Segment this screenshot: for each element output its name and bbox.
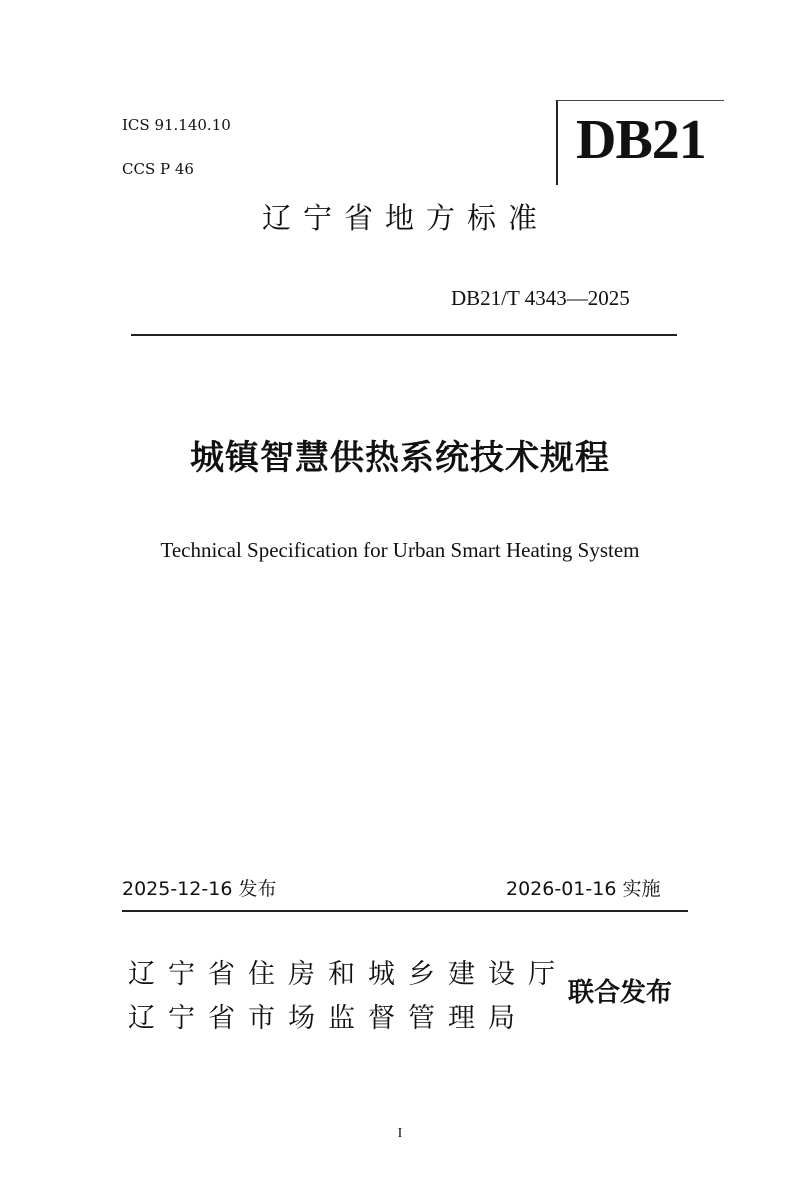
issue-date: 2025-12-16 发布 — [122, 878, 277, 900]
joint-release-label: 联合发布 — [568, 978, 673, 1008]
issuer-org-1: 辽宁省住房和城乡建设厅 — [128, 959, 568, 990]
ccs-code: CCS P 46 — [122, 160, 194, 178]
standard-number: DB21/T 4343—2025 — [451, 286, 630, 310]
footer-divider — [122, 910, 688, 912]
title-chinese: 城镇智慧供热系统技术规程 — [190, 438, 610, 478]
page-number: I — [397, 1126, 403, 1141]
ics-code: ICS 91.140.10 — [122, 116, 231, 134]
issuer-org-2: 辽宁省市场监督管理局 — [128, 1003, 528, 1034]
header-divider — [131, 334, 677, 336]
implementation-date: 2026-01-16 实施 — [506, 878, 661, 900]
title-english: Technical Specification for Urban Smart Heating System — [160, 538, 640, 562]
standard-category: 辽宁省地方标准 — [262, 201, 550, 235]
db21-logo: DB21 — [576, 109, 706, 171]
